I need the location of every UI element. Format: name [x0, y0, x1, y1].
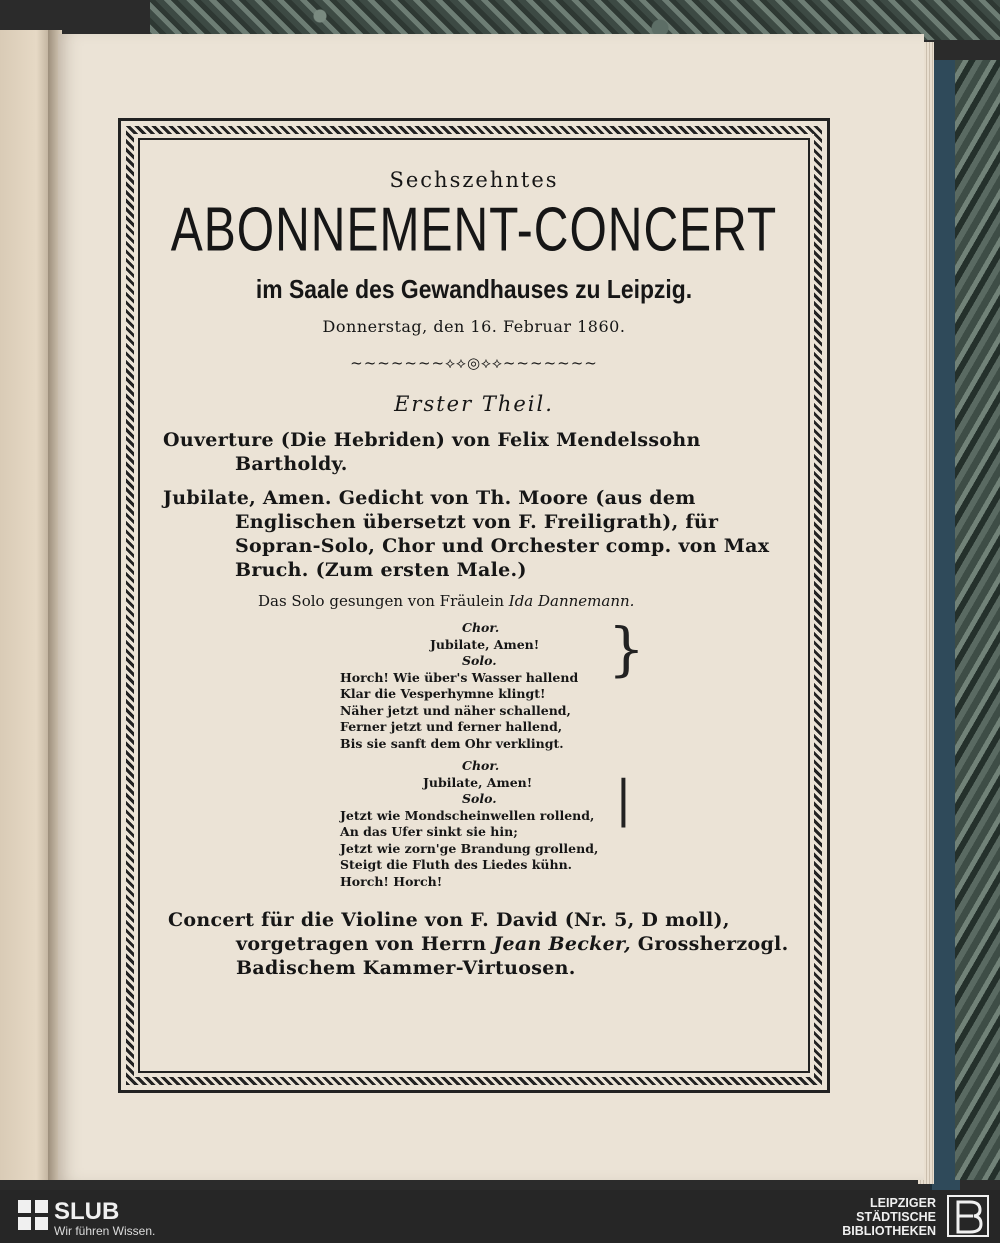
lyric-line: Klar die Vesperhymne klingt!: [340, 686, 546, 701]
lyric-line: Jetzt wie zorn'ge Brandung grollend,: [340, 840, 599, 856]
lyric-line: Horch! Horch!: [340, 873, 443, 889]
lsb-line: BIBLIOTHEKEN: [842, 1224, 936, 1238]
concert-performer: Jean Becker,: [493, 933, 631, 955]
slub-name[interactable]: SLUB: [54, 1198, 120, 1225]
solo-credit-prefix: Das Solo gesungen von Fräulein: [258, 592, 504, 610]
lyric-line: Ferner jetzt und ferner hallend,: [340, 719, 563, 734]
concert-text: Concert für die Violine von F. David (Nr. 5, D moll), vorgetragen von Herrn: [168, 909, 730, 955]
solo-credit: [140, 592, 808, 610]
marbled-edge-right: [955, 60, 1000, 1180]
ornament-divider: ~~~~~~~⟡⟡◎⟡⟡~~~~~~~: [350, 354, 598, 372]
chor-label: Chor.: [462, 620, 500, 635]
solo-singer: Ida Dannemann.: [508, 592, 635, 610]
program-item-jubilate: Jubilate, Amen. Gedicht von Th. Moore (aus dem Englischen übersetzt von F. Freiligrath), für Sopran-Solo, Chor und Orchester comp. von Max Bruch. (Zum ersten Male.): [163, 487, 770, 581]
lyric-line: Steigt die Fluth des Liedes kühn.: [340, 857, 573, 872]
program-content: [140, 140, 808, 980]
chor-line: Jubilate, Amen!: [430, 636, 540, 652]
concert-suffix: Grossherzogl. Badischem Kammer-Virtuosen.: [236, 933, 789, 979]
concert-number: Sechszehntes: [389, 168, 559, 192]
left-page-edge: [0, 30, 52, 1180]
solo-label: Solo.: [462, 653, 497, 668]
brace-icon: }: [608, 615, 645, 683]
solo-label: Solo.: [462, 791, 497, 806]
lyric-line: Jetzt wie Mondscheinwellen rollend,: [340, 807, 595, 823]
venue-line: im Saale des Gewandhauses zu Leipzig.: [255, 274, 693, 304]
lyric-line: An das Ufer sinkt sie hin;: [340, 824, 518, 839]
chor-line: Jubilate, Amen!: [423, 774, 533, 790]
chor-label: Chor.: [462, 758, 500, 773]
program-item-overture: Ouverture (Die Hebriden) von Felix Mendelssohn Bartholdy.: [163, 429, 701, 475]
page-title: ABONNEMENT-CONCERT: [170, 196, 778, 265]
slub-tagline: Wir führen Wissen.: [54, 1224, 156, 1238]
lsb-line: STÄDTISCHE: [856, 1210, 936, 1224]
part-heading: Erster Theil.: [394, 392, 554, 416]
slub-logo-icon: [18, 1200, 48, 1230]
lyric-line: Horch! Wie über's Wasser hallend: [340, 669, 579, 685]
program-item-violin-concerto: [140, 908, 808, 980]
lyric-line: Näher jetzt und näher schallend,: [340, 702, 571, 718]
lsb-line: LEIPZIGER: [870, 1196, 936, 1210]
lyric-line: Bis sie sanft dem Ohr verklingt.: [340, 735, 564, 751]
lyrics-block: [140, 615, 808, 890]
date-line: Donnerstag, den 16. Februar 1860.: [322, 317, 626, 336]
lsb-logo-icon: [946, 1194, 990, 1238]
footer-bar: [0, 1190, 1000, 1243]
brace-icon: |: [615, 770, 632, 828]
lsb-wordmark[interactable]: [842, 1196, 936, 1238]
